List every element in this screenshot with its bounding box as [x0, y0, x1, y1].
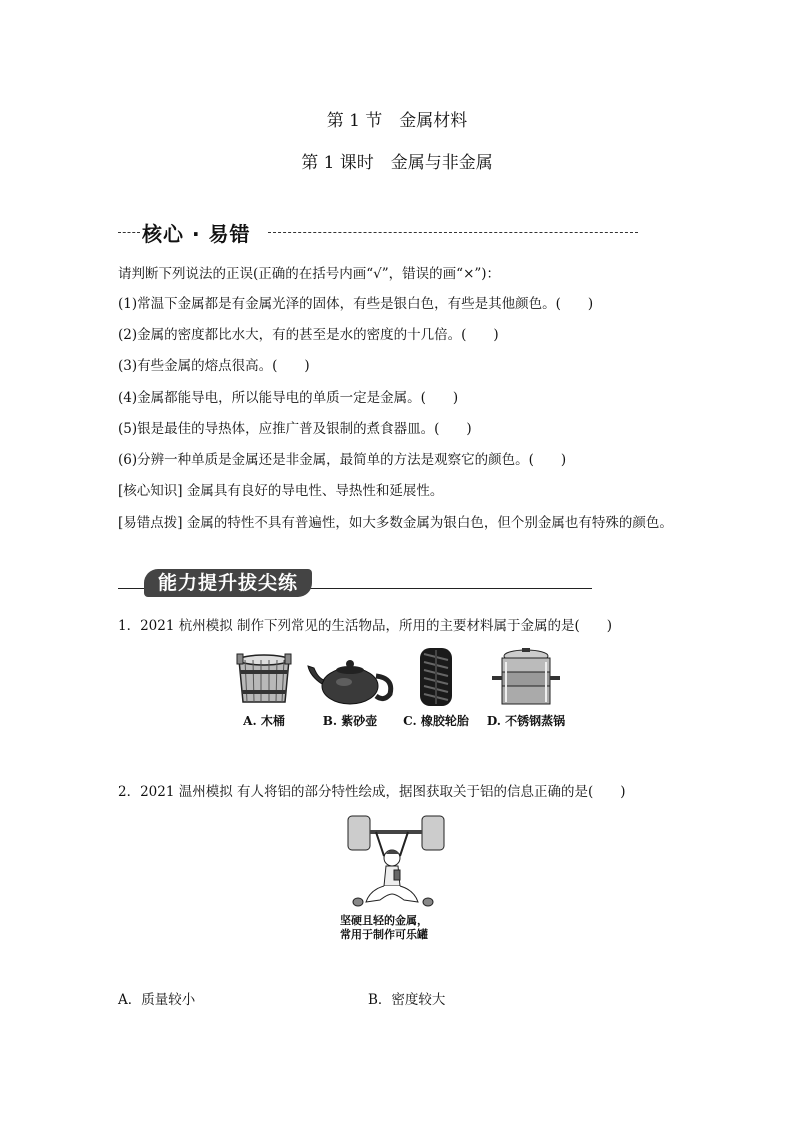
statement-2: (2)金属的密度都比水大，有的甚至是水的密度的十几倍。( )	[118, 327, 499, 343]
steamer-pot-icon	[488, 646, 564, 708]
statement-3: (3)有些金属的熔点很高。( )	[118, 358, 310, 374]
weightlifter-can-illustration	[336, 810, 456, 914]
option-b-figure	[302, 646, 398, 729]
option-b-label: B. 紫砂壶	[322, 714, 378, 728]
practice-banner	[118, 566, 592, 600]
question-1-figures	[228, 646, 578, 741]
wooden-bucket-icon	[233, 646, 295, 708]
core-knowledge: [核心知识] 金属具有良好的导电性、导热性和延展性。	[118, 483, 444, 499]
question-2-stem: 2．2021 温州模拟 有人将铝的部分特性绘成，据图获取关于铝的信息正确的是( )	[118, 784, 626, 800]
figure-caption-line-1: 坚硬且轻的金属，	[340, 914, 428, 927]
option-c-figure	[396, 646, 476, 729]
practice-banner-label: 能力提升拔尖练	[144, 569, 312, 597]
question-2-option-b: B．密度较大	[368, 992, 446, 1008]
tire-icon	[416, 646, 456, 708]
statement-1: (1)常温下金属都是有金属光泽的固体，有些是银白色，有些是其他颜色。( )	[118, 296, 594, 312]
instruction-text: 请判断下列说法的正误(正确的在括号内画“√”，错误的画“×”)：	[118, 266, 501, 282]
figure-caption	[340, 914, 428, 942]
section-title: 第 1 节 金属材料	[326, 111, 468, 131]
option-d-label: D. 不锈钢蒸锅	[486, 714, 566, 728]
option-d-figure	[474, 646, 578, 729]
option-a-figure	[228, 646, 300, 729]
error-tip: [易错点拨] 金属的特性不具有普遍性，如大多数金属为银白色，但个别金属也有特殊的颜色。	[118, 515, 673, 531]
lesson-subtitle: 第 1 课时 金属与非金属	[301, 153, 493, 173]
option-c-label: C. 橡胶轮胎	[403, 714, 469, 728]
statement-4: (4)金属都能导电，所以能导电的单质一定是金属。( )	[118, 390, 459, 406]
question-1-stem: 1．2021 杭州模拟 制作下列常见的生活物品，所用的主要材料属于金属的是( )	[118, 618, 613, 634]
question-2-figure	[336, 810, 456, 950]
figure-caption-line-2: 常用于制作可乐罐	[340, 928, 428, 941]
statement-5: (5)银是最佳的导热体，应推广普及银制的煮食器皿。( )	[118, 421, 472, 437]
teapot-icon	[304, 646, 396, 708]
option-a-label: A. 木桶	[243, 714, 285, 728]
core-heading-bar	[118, 218, 638, 246]
core-heading: 核心 · 易错	[142, 222, 251, 246]
heading-dash-right	[268, 232, 638, 233]
heading-dash-left	[118, 232, 140, 233]
question-2-option-a: A．质量较小	[118, 992, 196, 1008]
statement-6: (6)分辨一种单质是金属还是非金属，最简单的方法是观察它的颜色。( )	[118, 452, 567, 468]
